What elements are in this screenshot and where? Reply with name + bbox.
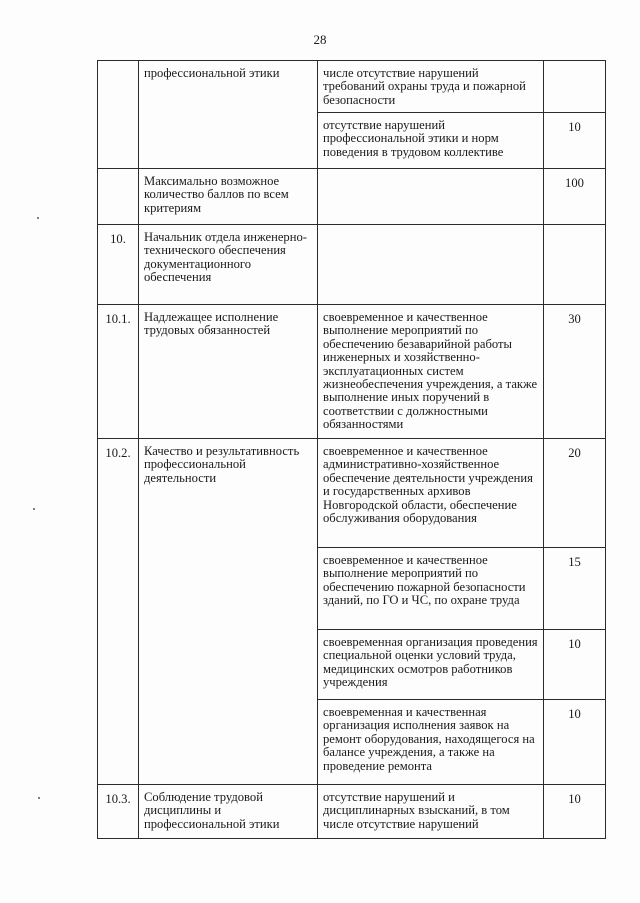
row-number-cell [98,700,139,785]
scan-speck [37,217,39,219]
criteria-table [97,60,606,839]
points-cell: 10 [544,700,606,785]
table-row [98,113,606,169]
indicator-cell: отсутствие нарушений и дисциплинарных взысканий, в том числе отсутствие нарушений [318,785,544,839]
table-row [98,785,606,839]
indicator-cell: отсутствие нарушений профессиональной этики и норм поведения в трудовом коллективе [318,113,544,169]
indicator-cell: своевременная организация проведения специальной оценки условий труда, медицинских осмотров работников учреждения [318,630,544,700]
points-cell: 10 [544,113,606,169]
points-cell [544,61,606,113]
indicator-cell: числе отсутствие нарушений требований охраны труда и пожарной безопасности [318,61,544,113]
criterion-cell [139,700,318,785]
points-cell [544,225,606,305]
criterion-cell [139,113,318,169]
row-number-cell: 10.2. [98,439,139,548]
row-number-cell [98,630,139,700]
row-number-cell [98,548,139,630]
points-cell: 30 [544,305,606,439]
indicator-cell: своевременная и качественная организация исполнения заявок на ремонт оборудования, находящегося на балансе учреждения, а также на проведение ремонта [318,700,544,785]
row-number-cell [98,61,139,113]
table-row [98,439,606,548]
criterion-cell: Соблюдение трудовой дисциплины и профессиональной этики [139,785,318,839]
points-cell: 10 [544,630,606,700]
scan-speck [38,797,40,799]
criterion-cell: Начальник отдела инженерно-технического обеспечения документационного обеспечения [139,225,318,305]
row-number-cell: 10.3. [98,785,139,839]
table-row [98,61,606,113]
criterion-cell: Качество и результативность профессиональной деятельности [139,439,318,548]
indicator-cell [318,225,544,305]
table-row [98,305,606,439]
criterion-cell [139,630,318,700]
points-cell: 20 [544,439,606,548]
table-row [98,700,606,785]
points-cell: 100 [544,169,606,225]
indicator-cell: своевременное и качественное административно-хозяйственное обеспечение деятельности учреждения и государственных архивов Новгородской области, обеспечение обслуживания оборудования [318,439,544,548]
row-number-cell [98,169,139,225]
page-number: 28 [313,32,327,47]
indicator-cell [318,169,544,225]
criterion-cell: Надлежащее исполнение трудовых обязанностей [139,305,318,439]
criterion-cell [139,548,318,630]
row-number-cell: 10. [98,225,139,305]
indicator-cell: своевременное и качественное выполнение мероприятий по обеспечению безаварийной работы инженерных и хозяйственно-эксплуатационных систем жизнеобеспечения учреждения, а также выполнение иных поручений в соответствии с должностными обязанностями [318,305,544,439]
table-row [98,630,606,700]
points-cell: 15 [544,548,606,630]
criterion-cell: профессиональной этики [139,61,318,113]
indicator-cell: своевременное и качественное выполнение мероприятий по обеспечению пожарной безопасности зданий, по ГО и ЧС, по охране труда [318,548,544,630]
table-row [98,548,606,630]
criterion-cell: Максимально возможное количество баллов по всем критериям [139,169,318,225]
table-row [98,169,606,225]
table-row [98,225,606,305]
points-cell: 10 [544,785,606,839]
row-number-cell [98,113,139,169]
row-number-cell: 10.1. [98,305,139,439]
scan-speck [33,508,35,510]
